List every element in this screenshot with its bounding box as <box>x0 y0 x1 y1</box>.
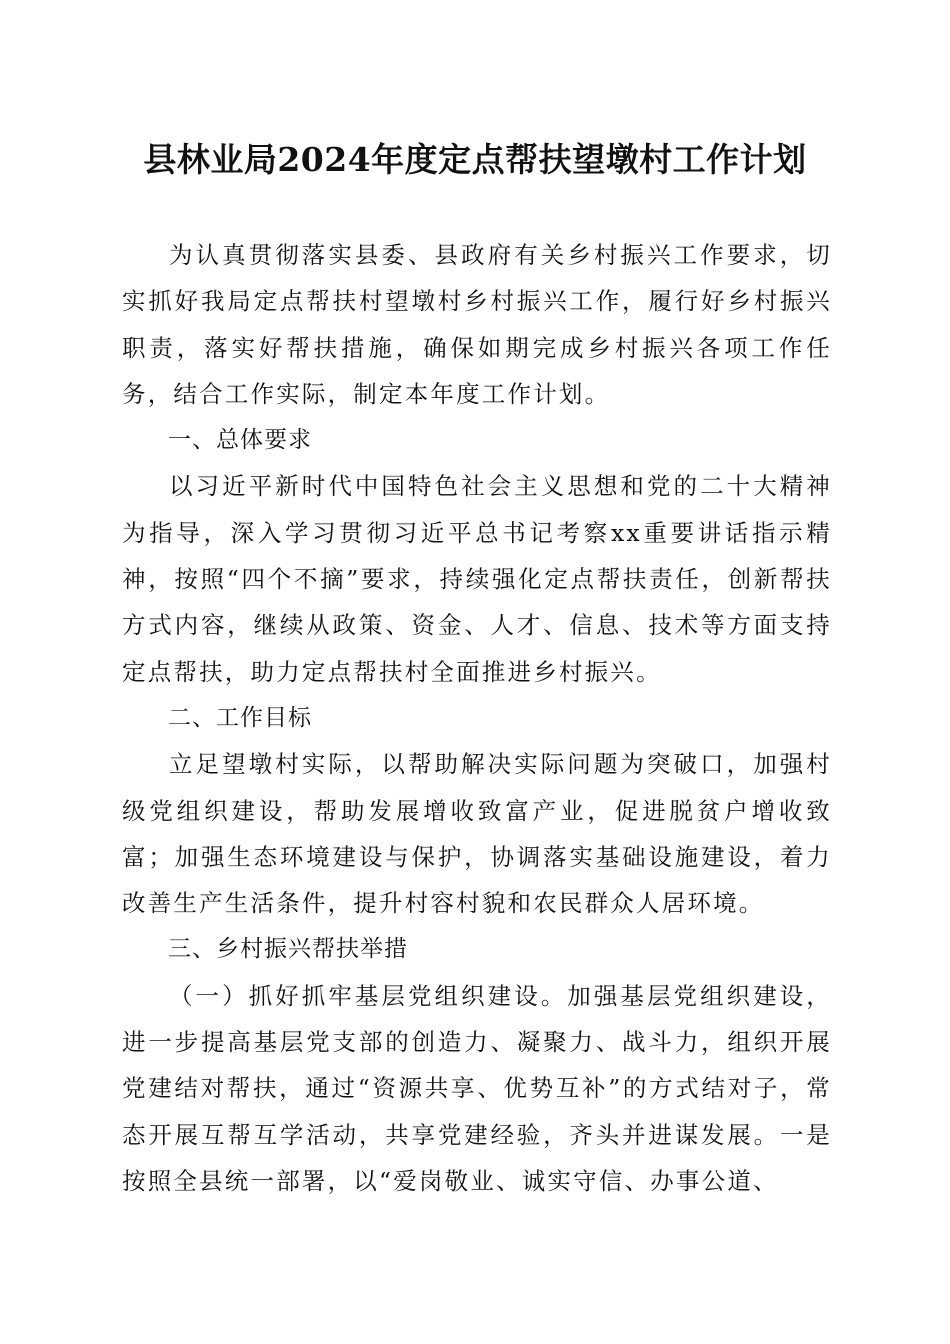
assistance-measures-paragraph: （一）抓好抓牢基层党组织建设。加强基层党组织建设，进一步提高基层党支部的创造力、凝聚力、战斗力，组织开展党建结对帮扶，通过“资源共享、优势互补”的方式结对子，常态开展互帮互学活动，共享党建经验，齐头并进谋发展。一是按照全县统一部署，以“爱岗敬业、诚实守信、办事公道、 <box>122 981 832 1195</box>
work-goals-paragraph: 立足望墩村实际，以帮助解决实际问题为突破口，加强村级党组织建设，帮助发展增收致富产业，促进脱贫户增收致富；加强生态环境建设与保护，协调落实基础设施建设，着力改善生产生活条件，提升村容村貌和农民群众人居环境。 <box>122 750 832 918</box>
section-heading-work-goals: 二、工作目标 <box>168 704 312 731</box>
document-title: 县林业局2024年度定点帮扶望墩村工作计划 <box>143 140 807 179</box>
intro-paragraph: 为认真贯彻落实县委、县政府有关乡村振兴工作要求，切实抓好我局定点帮扶村望墩村乡村振兴工作，履行好乡村振兴职责，落实好帮扶措施，确保如期完成乡村振兴各项工作任务，结合工作实际，制定本年度工作计划。 <box>122 241 832 408</box>
section-heading-assistance-measures: 三、乡村振兴帮扶举措 <box>168 936 408 963</box>
document-body <box>122 232 832 1204</box>
section-heading-general-requirements: 一、总体要求 <box>168 427 312 454</box>
general-requirements-paragraph: 以习近平新时代中国特色社会主义思想和党的二十大精神为指导，深入学习贯彻习近平总书记考察xx重要讲话指示精神，按照“四个不摘”要求，持续强化定点帮扶责任，创新帮扶方式内容，继续从政策、资金、人才、信息、技术等方面支持定点帮扶，助力定点帮扶村全面推进乡村振兴。 <box>122 472 832 686</box>
